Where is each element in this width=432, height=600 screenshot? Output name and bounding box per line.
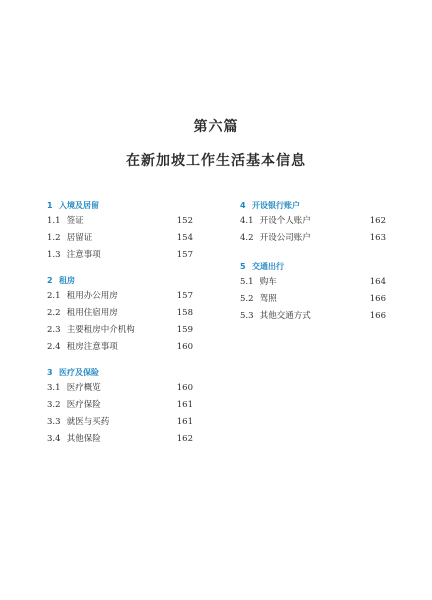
- toc-section: [47, 273, 193, 356]
- entry-title: 购车: [259, 277, 277, 287]
- section-heading[interactable]: [47, 198, 193, 213]
- toc-entry[interactable]: [47, 288, 193, 305]
- toc-section: [47, 365, 193, 448]
- entry-number: 5.2: [240, 294, 254, 304]
- section-title: 医疗及保险: [59, 368, 99, 377]
- entry-title: 开设公司账户: [259, 233, 311, 243]
- toc-section: [240, 259, 386, 325]
- entry-title: 签证: [66, 216, 84, 226]
- entry-number: 1.2: [47, 233, 61, 243]
- section-number: 4: [240, 201, 246, 210]
- toc-entry[interactable]: [47, 213, 193, 230]
- section-heading[interactable]: [240, 259, 386, 274]
- entry-title: 居留证: [66, 233, 93, 243]
- section-number: 2: [47, 276, 53, 285]
- section-number: 1: [47, 201, 53, 210]
- section-number: 3: [47, 368, 53, 377]
- toc-entry[interactable]: [47, 230, 193, 247]
- entry-number: 3.4: [47, 434, 61, 444]
- entry-page-number: 161: [176, 400, 193, 410]
- entry-title: 其他保险: [66, 434, 101, 444]
- entry-number: 3.2: [47, 400, 61, 410]
- part-label: 第六篇: [193, 119, 239, 135]
- entry-number: 4.1: [240, 216, 254, 226]
- entry-number: 2.3: [47, 325, 61, 335]
- entry-page-number: 166: [369, 294, 386, 304]
- entry-page-number: 162: [369, 216, 386, 226]
- entry-number: 2.2: [47, 308, 61, 318]
- entry-title: 医疗保险: [66, 400, 101, 410]
- toc-entry[interactable]: [240, 274, 386, 291]
- toc-entry[interactable]: [47, 305, 193, 322]
- toc-section: [47, 198, 193, 264]
- section-heading[interactable]: [47, 365, 193, 380]
- toc-entry[interactable]: [47, 397, 193, 414]
- entry-title: 租房注意事项: [66, 342, 118, 352]
- entry-title: 租用办公用房: [66, 291, 118, 301]
- section-title: 租房: [59, 276, 75, 285]
- entry-title: 注意事项: [66, 250, 101, 260]
- toc-entry[interactable]: [47, 247, 193, 264]
- entry-number: 2.4: [47, 342, 61, 352]
- toc-entry[interactable]: [240, 213, 386, 230]
- toc-entry[interactable]: [240, 291, 386, 308]
- entry-title: 驾照: [259, 294, 277, 304]
- part-title: 在新加坡工作生活基本信息: [126, 153, 306, 169]
- toc-right-column: [240, 198, 386, 337]
- entry-title: 主要租房中介机构: [66, 325, 135, 335]
- section-title: 入境及居留: [59, 201, 99, 210]
- toc-entry[interactable]: [47, 414, 193, 431]
- entry-title: 租用住宿用房: [66, 308, 118, 318]
- entry-page-number: 160: [176, 342, 193, 352]
- entry-page-number: 152: [176, 216, 193, 226]
- toc-entry[interactable]: [240, 230, 386, 247]
- entry-title: 开设个人账户: [259, 216, 311, 226]
- entry-page-number: 166: [369, 311, 386, 321]
- entry-page-number: 158: [176, 308, 193, 318]
- entry-page-number: 161: [176, 417, 193, 427]
- entry-number: 2.1: [47, 291, 61, 301]
- section-title: 开设银行账户: [252, 201, 300, 210]
- toc-entry[interactable]: [240, 308, 386, 325]
- toc-section: [240, 198, 386, 247]
- toc-entry[interactable]: [47, 322, 193, 339]
- entry-page-number: 157: [176, 250, 193, 260]
- toc-left-column: [47, 198, 193, 457]
- entry-number: 5.1: [240, 277, 254, 287]
- toc-entry[interactable]: [47, 431, 193, 448]
- section-title: 交通出行: [252, 262, 284, 271]
- entry-title: 就医与买药: [66, 417, 110, 427]
- section-number: 5: [240, 262, 246, 271]
- entry-page-number: 162: [176, 434, 193, 444]
- entry-page-number: 160: [176, 383, 193, 393]
- entry-page-number: 159: [176, 325, 193, 335]
- entry-number: 1.3: [47, 250, 61, 260]
- entry-title: 其他交通方式: [259, 311, 311, 321]
- entry-number: 5.3: [240, 311, 254, 321]
- entry-number: 3.3: [47, 417, 61, 427]
- entry-title: 医疗概览: [66, 383, 101, 393]
- entry-number: 3.1: [47, 383, 61, 393]
- section-heading[interactable]: [47, 273, 193, 288]
- toc-entry[interactable]: [47, 380, 193, 397]
- entry-page-number: 164: [369, 277, 386, 287]
- entry-page-number: 163: [369, 233, 386, 243]
- entry-number: 1.1: [47, 216, 61, 226]
- toc-entry[interactable]: [47, 339, 193, 356]
- section-heading[interactable]: [240, 198, 386, 213]
- entry-page-number: 154: [176, 233, 193, 243]
- entry-page-number: 157: [176, 291, 193, 301]
- entry-number: 4.2: [240, 233, 254, 243]
